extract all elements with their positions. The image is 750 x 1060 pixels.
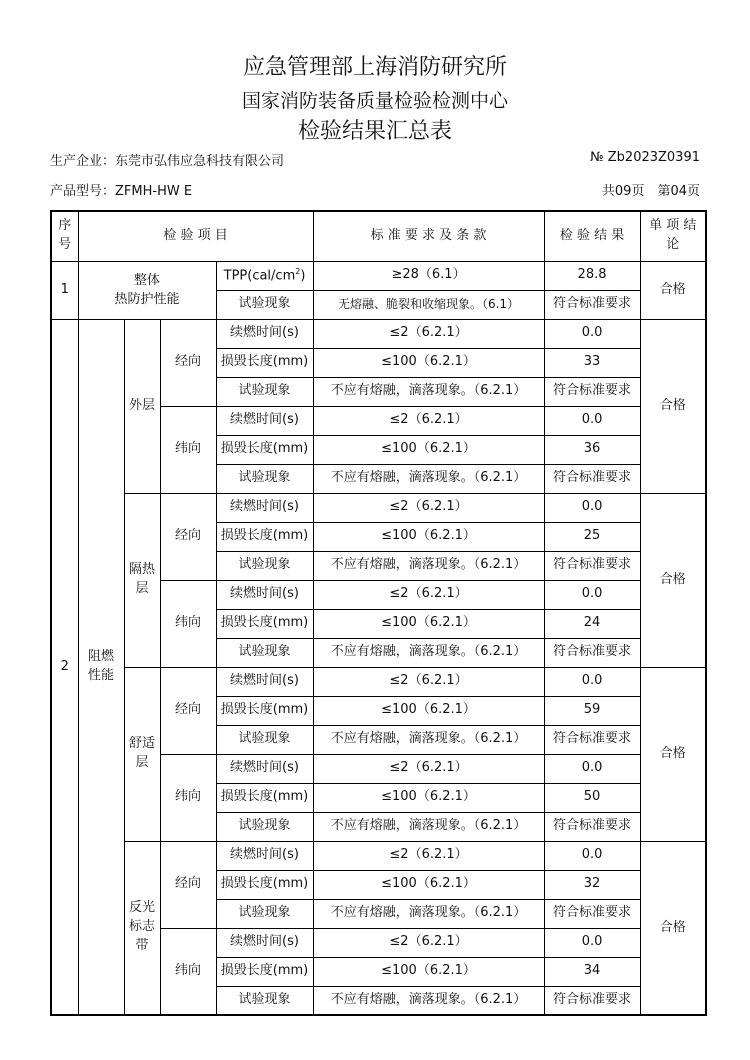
phen-label: 试验现象: [216, 464, 313, 493]
damage-requirement: ≤100（6.2.1）: [313, 783, 544, 812]
direction-name: 纬向: [160, 580, 216, 667]
conclusion-1: 合格: [640, 261, 706, 319]
damage-label: 损毁长度(mm): [216, 522, 313, 551]
damage-requirement: ≤100（6.2.1）: [313, 870, 544, 899]
afterflame-requirement: ≤2（6.2.1）: [313, 667, 544, 696]
damage-requirement: ≤100（6.2.1）: [313, 348, 544, 377]
phen-result: 符合标准要求: [544, 464, 640, 493]
header-item: 检 验 项 目: [78, 211, 313, 261]
damage-result: 32: [544, 870, 640, 899]
phenomenon-label: 试验现象: [216, 290, 313, 319]
layer-name: 舒适层: [124, 667, 160, 841]
model-label: 产品型号：: [50, 184, 116, 199]
damage-result: 33: [544, 348, 640, 377]
table-row: [51, 319, 706, 348]
page-count: 共09页 第04页: [601, 184, 700, 199]
afterflame-result: 0.0: [544, 580, 640, 609]
afterflame-label: 续燃时间(s): [216, 319, 313, 348]
phen-requirement: 不应有熔融，滴落现象。（6.2.1）: [313, 899, 544, 928]
damage-result: 24: [544, 609, 640, 638]
layer-name: 反光标志带: [124, 841, 160, 1015]
damage-result: 36: [544, 435, 640, 464]
afterflame-requirement: ≤2（6.2.1）: [313, 928, 544, 957]
direction-name: 经向: [160, 667, 216, 754]
tpp-requirement: ≥28（6.1）: [313, 261, 544, 290]
damage-requirement: ≤100（6.2.1）: [313, 522, 544, 551]
phenomenon-requirement: 无熔融、脆裂和收缩现象。（6.1）: [313, 290, 544, 319]
afterflame-label: 续燃时间(s): [216, 928, 313, 957]
phen-requirement: 不应有熔融，滴落现象。（6.2.1）: [313, 464, 544, 493]
phen-label: 试验现象: [216, 725, 313, 754]
direction-name: 纬向: [160, 928, 216, 1015]
afterflame-result: 0.0: [544, 319, 640, 348]
results-table: [50, 210, 707, 1016]
damage-label: 损毁长度(mm): [216, 435, 313, 464]
layer-name: 隔热层: [124, 493, 160, 667]
institute-title: 应急管理部上海消防研究所: [242, 55, 507, 80]
afterflame-requirement: ≤2（6.2.1）: [313, 319, 544, 348]
damage-requirement: ≤100（6.2.1）: [313, 435, 544, 464]
phen-label: 试验现象: [216, 638, 313, 667]
afterflame-requirement: ≤2（6.2.1）: [313, 841, 544, 870]
afterflame-label: 续燃时间(s): [216, 493, 313, 522]
item-thermal-protection: 整体 热防护性能: [78, 261, 216, 319]
afterflame-requirement: ≤2（6.2.1）: [313, 580, 544, 609]
phen-requirement: 不应有熔融，滴落现象。（6.2.1）: [313, 377, 544, 406]
damage-result: 50: [544, 783, 640, 812]
seq-1: 1: [51, 261, 78, 319]
report-number: № Zb2023Z0391: [590, 150, 700, 165]
afterflame-result: 0.0: [544, 667, 640, 696]
afterflame-label: 续燃时间(s): [216, 841, 313, 870]
header-standard: 标 准 要 求 及 条 款: [313, 211, 544, 261]
phen-requirement: 不应有熔融，滴落现象。（6.2.1）: [313, 986, 544, 1015]
afterflame-result: 0.0: [544, 406, 640, 435]
direction-name: 经向: [160, 841, 216, 928]
damage-label: 损毁长度(mm): [216, 609, 313, 638]
phen-result: 符合标准要求: [544, 551, 640, 580]
phen-result: 符合标准要求: [544, 812, 640, 841]
afterflame-requirement: ≤2（6.2.1）: [313, 754, 544, 783]
afterflame-result: 0.0: [544, 493, 640, 522]
direction-name: 经向: [160, 493, 216, 580]
phen-requirement: 不应有熔融，滴落现象。（6.2.1）: [313, 638, 544, 667]
tpp-row: [51, 261, 706, 290]
seq-2: 2: [51, 319, 78, 1015]
report-title: 检验结果汇总表: [297, 119, 452, 144]
phen-requirement: 不应有熔融，滴落现象。（6.2.1）: [313, 812, 544, 841]
phen-result: 符合标准要求: [544, 638, 640, 667]
layer-conclusion: 合格: [640, 319, 706, 493]
afterflame-result: 0.0: [544, 754, 640, 783]
header-conclusion: 单 项 结 论: [640, 211, 706, 261]
damage-label: 损毁长度(mm): [216, 783, 313, 812]
phenomenon-result: 符合标准要求: [544, 290, 640, 319]
damage-requirement: ≤100（6.2.1）: [313, 609, 544, 638]
tpp-label-text: TPP(cal/cm: [223, 268, 296, 284]
phen-label: 试验现象: [216, 551, 313, 580]
tpp-label-end: ): [300, 268, 306, 284]
table-row: [51, 493, 706, 522]
header-row: [51, 211, 706, 261]
afterflame-result: 0.0: [544, 841, 640, 870]
damage-requirement: ≤100（6.2.1）: [313, 696, 544, 725]
tpp-result: 28.8: [544, 261, 640, 290]
afterflame-label: 续燃时间(s): [216, 580, 313, 609]
center-title: 国家消防装备质量检验检测中心: [241, 90, 508, 112]
tpp-label-sup: 2: [295, 266, 301, 276]
afterflame-label: 续燃时间(s): [216, 406, 313, 435]
phen-result: 符合标准要求: [544, 377, 640, 406]
phen-label: 试验现象: [216, 812, 313, 841]
table-row: [51, 667, 706, 696]
damage-result: 25: [544, 522, 640, 551]
layer-conclusion: 合格: [640, 841, 706, 1015]
damage-result: 34: [544, 957, 640, 986]
model-value: ZFMH-HW E: [115, 184, 193, 199]
phen-label: 试验现象: [216, 986, 313, 1015]
manufacturer-line: [50, 150, 284, 169]
table-row: [51, 841, 706, 870]
model-line: [50, 180, 192, 199]
tpp-label: [216, 261, 313, 290]
phen-label: 试验现象: [216, 899, 313, 928]
damage-requirement: ≤100（6.2.1）: [313, 957, 544, 986]
damage-result: 59: [544, 696, 640, 725]
header-seq: 序号: [51, 211, 78, 261]
damage-label: 损毁长度(mm): [216, 870, 313, 899]
header-result: 检 验 结 果: [544, 211, 640, 261]
afterflame-label: 续燃时间(s): [216, 667, 313, 696]
phen-result: 符合标准要求: [544, 725, 640, 754]
afterflame-requirement: ≤2（6.2.1）: [313, 406, 544, 435]
afterflame-label: 续燃时间(s): [216, 754, 313, 783]
afterflame-result: 0.0: [544, 928, 640, 957]
layer-conclusion: 合格: [640, 493, 706, 667]
phen-requirement: 不应有熔融，滴落现象。（6.2.1）: [313, 725, 544, 754]
phen-result: 符合标准要求: [544, 986, 640, 1015]
afterflame-requirement: ≤2（6.2.1）: [313, 493, 544, 522]
layer-conclusion: 合格: [640, 667, 706, 841]
direction-name: 经向: [160, 319, 216, 406]
manufacturer-label: 生产企业：: [50, 154, 116, 169]
manufacturer-value: 东莞市弘伟应急科技有限公司: [115, 154, 285, 169]
phen-result: 符合标准要求: [544, 899, 640, 928]
damage-label: 损毁长度(mm): [216, 957, 313, 986]
layer-name: 外层: [124, 319, 160, 493]
phen-requirement: 不应有熔融，滴落现象。（6.2.1）: [313, 551, 544, 580]
damage-label: 损毁长度(mm): [216, 348, 313, 377]
category-flame-retardancy: 阻燃性能: [78, 319, 124, 1015]
damage-label: 损毁长度(mm): [216, 696, 313, 725]
direction-name: 纬向: [160, 406, 216, 493]
direction-name: 纬向: [160, 754, 216, 841]
phen-label: 试验现象: [216, 377, 313, 406]
